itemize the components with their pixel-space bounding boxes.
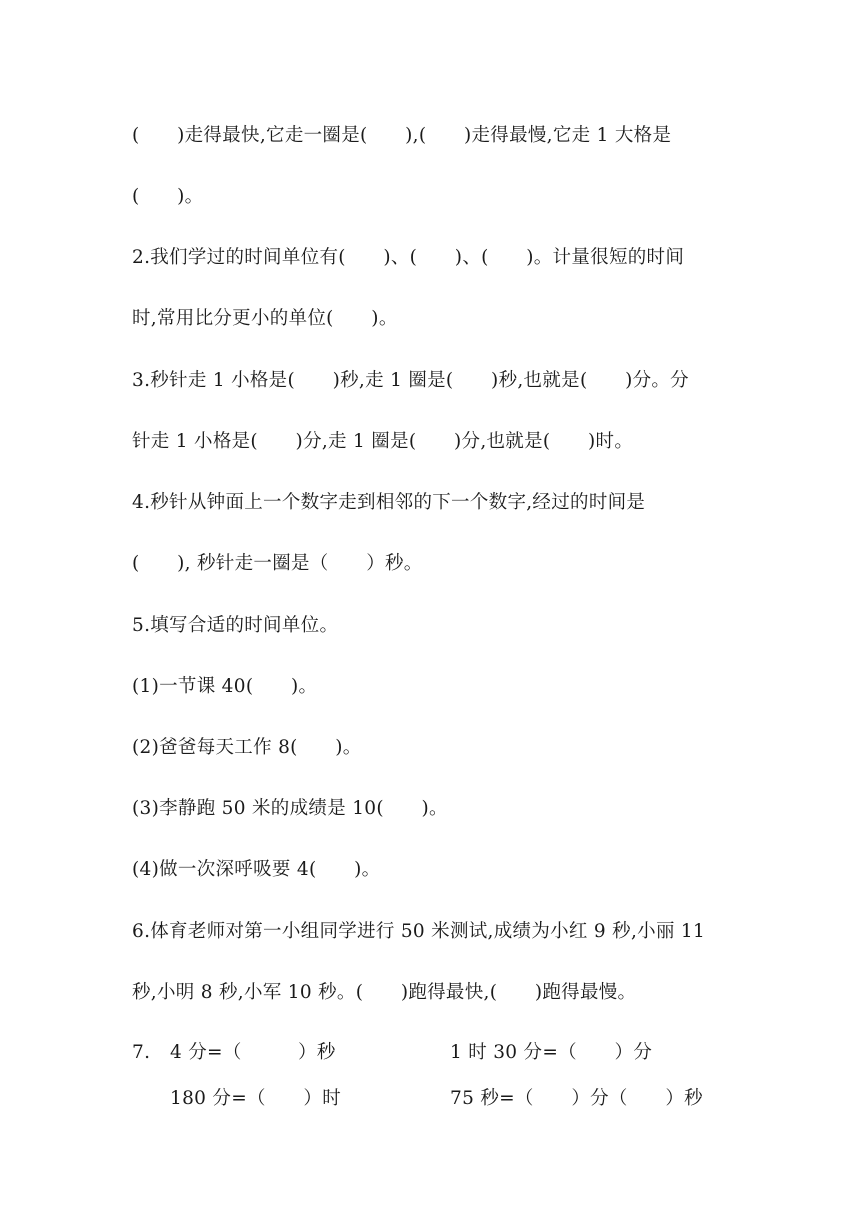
question-1-line-1: ( )走得最快,它走一圈是( ),( )走得最慢,它走 1 大格是: [132, 125, 672, 146]
question-7-number: 7.: [132, 1042, 151, 1063]
question-6-line-1: 6.体育老师对第一小组同学进行 50 米测试,成绩为小红 9 秒,小丽 11: [132, 921, 706, 942]
question-5-item-4: (4)做一次深呼吸要 4( )。: [132, 859, 381, 880]
question-5-title: 5.填写合适的时间单位。: [132, 615, 339, 636]
question-4-line-2: ( ), 秒针走一圈是（ ）秒。: [132, 553, 423, 574]
question-5-item-2: (2)爸爸每天工作 8( )。: [132, 737, 362, 758]
question-7-item-2: 1 时 30 分=（ ）分: [450, 1042, 653, 1063]
question-4-line-1: 4.秒针从钟面上一个数字走到相邻的下一个数字,经过的时间是: [132, 492, 646, 513]
question-3-line-1: 3.秒针走 1 小格是( )秒,走 1 圈是( )秒,也就是( )分。分: [132, 370, 689, 391]
question-7-item-1: 4 分=（ ）秒: [170, 1042, 336, 1063]
question-7-item-3: 180 分=（ ）时: [170, 1088, 341, 1109]
question-1-line-2: ( )。: [132, 186, 204, 207]
question-5-item-3: (3)李静跑 50 米的成绩是 10( )。: [132, 798, 448, 819]
question-2-line-2: 时,常用比分更小的单位( )。: [132, 308, 398, 329]
question-2-line-1: 2.我们学过的时间单位有( )、( )、( )。计量很短的时间: [132, 247, 685, 268]
question-7-item-4: 75 秒=（ ）分（ ）秒: [450, 1088, 703, 1109]
question-3-line-2: 针走 1 小格是( )分,走 1 圈是( )分,也就是( )时。: [132, 431, 634, 452]
question-6-line-2: 秒,小明 8 秒,小军 10 秒。( )跑得最快,( )跑得最慢。: [132, 982, 637, 1003]
question-5-item-1: (1)一节课 40( )。: [132, 676, 318, 697]
